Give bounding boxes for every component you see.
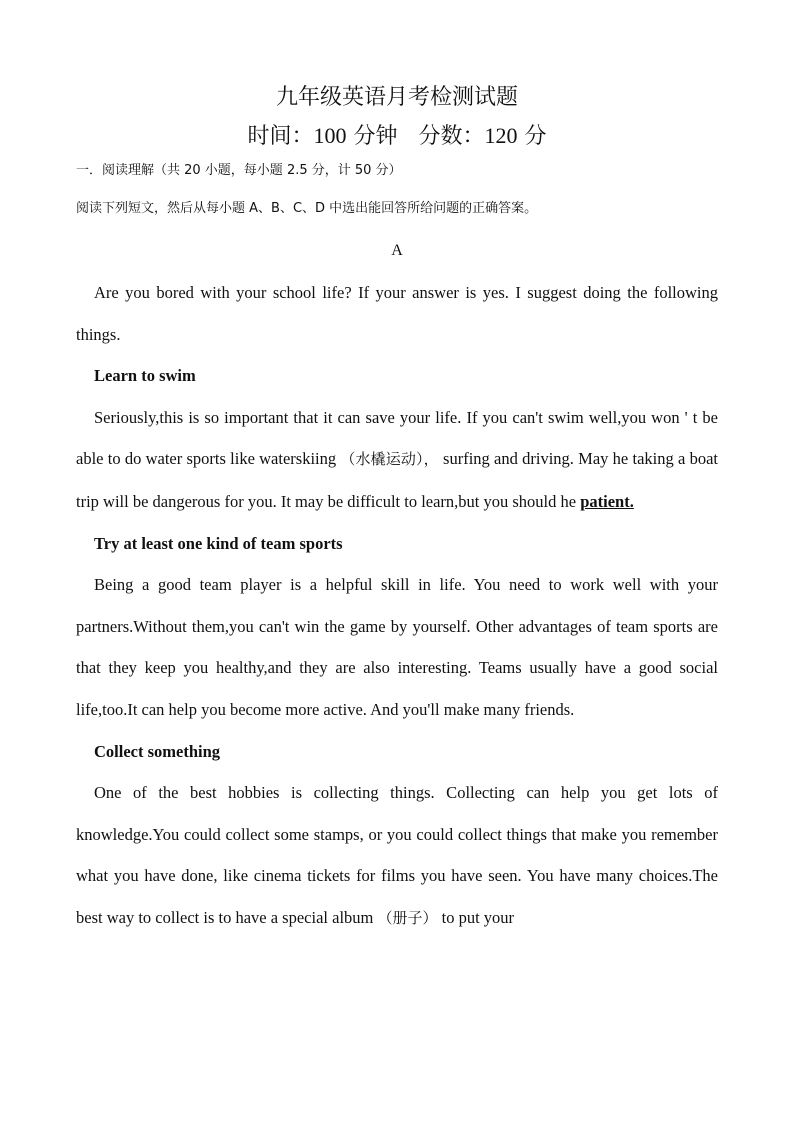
time-unit: 分钟	[353, 124, 398, 149]
chinese-gloss: （水橇运动），	[340, 450, 439, 469]
exam-page	[76, 80, 718, 940]
time-label: 时间：	[247, 124, 314, 149]
passage-paragraph-swim	[76, 397, 718, 523]
paragraph-text: One of the best hobbies is collecting things. Collecting can help you get lots of knowledge.You could collect some stamps, or you could collect things that make you remember what you have done, like cinema tickets for films you have seen. You have many choices.The best way to collect is to have a special album	[76, 783, 718, 927]
exam-time-score	[76, 116, 718, 157]
passage-heading-swim: Learn to swim	[94, 366, 196, 386]
underlined-word: patient.	[580, 491, 634, 511]
paragraph-text: to put your	[437, 907, 515, 927]
score-label: 分数：	[418, 124, 485, 149]
paragraph-text: Seriously,this is so important that it can save your life. If you can't swim well,you won ' t be able to do water sports like waterskiing	[76, 407, 718, 469]
passage-intro: Are you bored with your school life? If your answer is yes. I suggest doing the following things.	[76, 283, 718, 344]
time-value: 100	[313, 123, 347, 148]
score-value: 120	[484, 123, 518, 148]
passage-paragraph-collect	[76, 772, 718, 939]
passage-label: A	[391, 242, 403, 259]
passage-heading-team-sports: Try at least one kind of team sports	[94, 533, 343, 553]
passage-paragraph-team-sports: Being a good team player is a helpful skill in life. You need to work well with your partners.Without them,you can't win the game by yourself. Other advantages of team sports are that they keep you healthy,and they are also interesting. Teams usually have a good social life,too.It can help you become more active. And you'll make many friends.	[76, 575, 718, 719]
score-unit: 分	[524, 124, 547, 149]
chinese-gloss: （册子）	[377, 908, 438, 927]
section-instruction: 阅读下列短文，然后从每小题 A、B、C、D 中选出能回答所给问题的正确答案。	[76, 201, 538, 216]
passage-heading-collect: Collect something	[94, 741, 221, 761]
section-heading: 一．阅读理解（共 20 小题，每小题 2.5 分，计 50 分）	[76, 163, 402, 178]
paragraph-text: surfing and driving. May he taking a boat trip will be dangerous for you. It may be difficult to learn,but you should he	[76, 449, 718, 511]
exam-title: 九年级英语月考检测试题	[275, 85, 518, 110]
